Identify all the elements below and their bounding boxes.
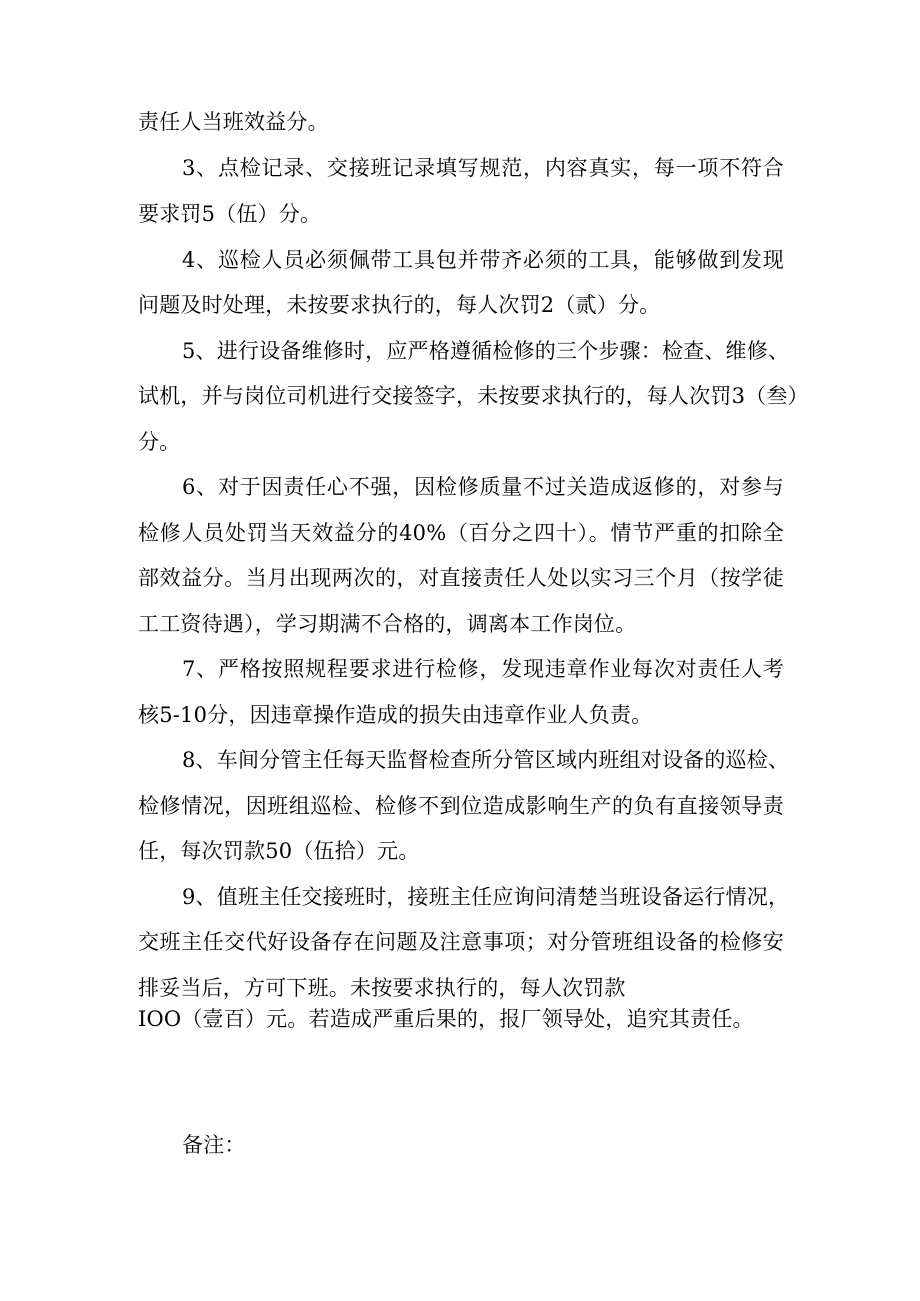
text-line: 任，每次罚款50（伍拾）元。 — [138, 839, 420, 863]
text-line: 责任人当班效益分。 — [138, 110, 329, 134]
text-line: 8、车间分管主任每天监督检查所分管区域内班组对设备的巡检、 — [182, 748, 790, 772]
text-line: 试机，并与岗位司机进行交接签字，未按要求执行的，每人次罚3（叁） — [138, 384, 809, 408]
text-line: 3、点检记录、交接班记录填写规范，内容真实，每一项不符合 — [182, 156, 784, 180]
text-line: 5、进行设备维修时，应严格遵循检修的三个步骤：检查、维修、 — [182, 339, 790, 363]
text-line: 分。 — [138, 430, 181, 454]
text-line: 检修情况，因班组巡检、检修不到位造成影响生产的负有直接领导责 — [138, 794, 784, 818]
text-line: 7、严格按照规程要求进行检修，发现违章作业每次对责任人考 — [182, 657, 784, 681]
text-line: 6、对于因责任心不强，因检修质量不过关造成返修的，对参与 — [182, 475, 784, 499]
text-line: 部效益分。当月出现两次的，对直接责任人处以实习三个月（按学徒 — [138, 566, 784, 590]
text-line: 交班主任交代好设备存在问题及注意事项；对分管班组设备的检修安 — [138, 930, 784, 954]
text-line: 工工资待遇），学习期满不合格的，调离本工作岗位。 — [138, 612, 637, 636]
note-label: 备注： — [182, 1133, 246, 1157]
text-line: 4、巡检人员必须佩带工具包并带齐必须的工具，能够做到发现 — [182, 248, 784, 272]
text-line: 排妥当后，方可下班。未按要求执行的，每人次罚款 — [138, 976, 626, 1000]
text-line: 要求罚5（伍）分。 — [138, 202, 322, 226]
text-line: 9、值班主任交接班时，接班主任应询问清楚当班设备运行情况， — [182, 885, 790, 909]
text-line: 核5-10分，因违章操作造成的损失由违章作业人负责。 — [138, 703, 653, 727]
text-line: 问题及时处理，未按要求执行的，每人次罚2（贰）分。 — [138, 293, 661, 317]
text-line: IOO（壹百）元。若造成严重后果的，报厂领导处，追究其责任。 — [138, 1007, 754, 1031]
text-line: 检修人员处罚当天效益分的40%（百分之四十）。情节严重的扣除全 — [138, 521, 784, 545]
